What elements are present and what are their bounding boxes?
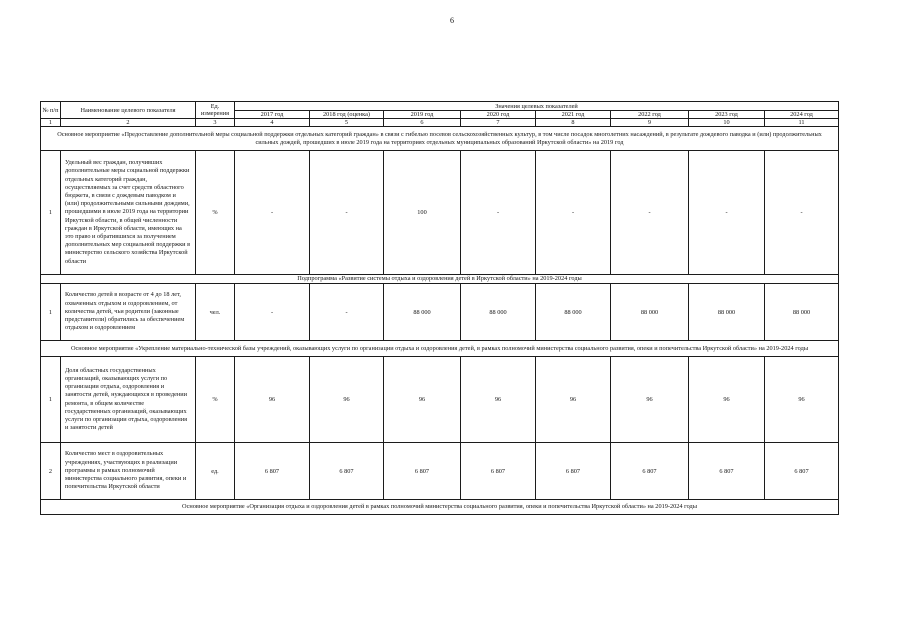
column-number: 7 — [461, 119, 536, 127]
indicator-value: 6 807 — [235, 443, 310, 500]
section-row — [41, 500, 839, 515]
header-year: 2020 год — [461, 111, 536, 119]
indicator-value: - — [765, 151, 839, 275]
indicator-value: 96 — [384, 357, 461, 443]
table-row — [41, 357, 839, 443]
header-year: 2018 год (оценка) — [310, 111, 384, 119]
indicator-value: 6 807 — [536, 443, 611, 500]
header-year: 2019 год — [384, 111, 461, 119]
indicator-value: 96 — [611, 357, 689, 443]
section-title: Основное мероприятие «Укрепление материально-технической базы учреждений, оказывающих услуги по организации отдыха и оздоровления детей, в рамках полномочий министерства социального развития, опеки и попечительства Иркутской области» на 2019-2024 годы — [41, 341, 839, 357]
header-unit: Ед. измерения — [196, 102, 235, 119]
indicator-value: 6 807 — [310, 443, 384, 500]
indicator-unit: % — [196, 151, 235, 275]
indicator-value: 88 000 — [765, 284, 839, 341]
indicator-value: 6 807 — [384, 443, 461, 500]
header-num: № п/п — [41, 102, 61, 119]
column-number: 9 — [611, 119, 689, 127]
row-number: 1 — [41, 284, 61, 341]
indicator-name: Удельный вес граждан, получивших дополнительные меры социальной поддержки отдельных категорий граждан, осуществляемых за счет средств областного бюджета, в связи с дождевым паводком и (или) продолжительными сильными дождями, прошедшими в июле 2019 года на территории Иркутской области, в общей численности граждан в Иркутской области, имеющих на это право и обратившихся за получением дополнительных мер социальной поддержки в министерство сельского хозяйства Иркутской области — [61, 151, 196, 275]
subprogram-title: Подпрограмма «Развитие системы отдыха и оздоровления детей в Иркутской области» на 2019-2024 годы — [41, 275, 839, 284]
row-number: 1 — [41, 151, 61, 275]
indicator-unit: % — [196, 357, 235, 443]
indicator-value: 88 000 — [611, 284, 689, 341]
indicator-value: 96 — [310, 357, 384, 443]
indicator-value: 96 — [536, 357, 611, 443]
table-row — [41, 443, 839, 500]
column-number: 5 — [310, 119, 384, 127]
indicator-value: 96 — [235, 357, 310, 443]
indicator-value: 88 000 — [461, 284, 536, 341]
target-indicators-table — [40, 101, 839, 515]
section-title: Основное мероприятие «Предоставление дополнительной меры социальной поддержки отдельных категорий граждан» в связи с гибелью посевов сельскохозяйственных культур, в том числе посадок многолетних насаждений, в результате дождевого паводка и (или) продолжительных сильных дождей, прошедших в июле 2019 года на территориях отдельных муниципальных образований Иркутской области» на 2019 год — [41, 127, 839, 151]
indicator-value: - — [689, 151, 765, 275]
indicator-name: Количество детей в возрасте от 4 до 18 лет, охваченных отдыхом и оздоровлением, от количества детей, чьи родители (законные представители) обратились за обеспечением отдыхом и оздоровлением — [61, 284, 196, 341]
indicator-value: - — [235, 151, 310, 275]
indicator-value: 100 — [384, 151, 461, 275]
column-number: 6 — [384, 119, 461, 127]
column-number: 2 — [61, 119, 196, 127]
row-number: 1 — [41, 357, 61, 443]
column-number: 3 — [196, 119, 235, 127]
column-number: 1 — [41, 119, 61, 127]
section-title: Основное мероприятие «Организация отдыха и оздоровления детей в рамках полномочий министерства социального развития, опеки и попечительства Иркутской области» на 2019-2024 годы — [41, 500, 839, 515]
header-year: 2022 год — [611, 111, 689, 119]
indicator-value: 88 000 — [536, 284, 611, 341]
subprogram-row — [41, 275, 839, 284]
page-number: 6 — [450, 16, 454, 25]
column-number: 4 — [235, 119, 310, 127]
indicator-unit: ед. — [196, 443, 235, 500]
indicator-value: 6 807 — [765, 443, 839, 500]
header-year: 2017 год — [235, 111, 310, 119]
column-numbers-row — [41, 119, 839, 127]
indicator-value: 6 807 — [689, 443, 765, 500]
section-row — [41, 127, 839, 151]
table-row — [41, 284, 839, 341]
indicator-value: 96 — [461, 357, 536, 443]
indicator-value: 6 807 — [611, 443, 689, 500]
column-number: 8 — [536, 119, 611, 127]
indicator-value: 88 000 — [689, 284, 765, 341]
indicator-value: 88 000 — [384, 284, 461, 341]
table-row — [41, 151, 839, 275]
header-year: 2021 год — [536, 111, 611, 119]
header-name: Наименование целевого показателя — [61, 102, 196, 119]
indicator-value: - — [536, 151, 611, 275]
section-row — [41, 341, 839, 357]
indicator-value: 96 — [689, 357, 765, 443]
header-values-title: Значения целевых показателей — [235, 102, 839, 111]
indicator-value: - — [235, 284, 310, 341]
indicator-unit: чел. — [196, 284, 235, 341]
header-row — [41, 102, 839, 111]
header-year: 2023 год — [689, 111, 765, 119]
indicator-name: Доля областных государственных организаций, оказывающих услуги по организации отдыха, оздоровления и занятости детей, нуждающихся в проведении ремонта, в общем количестве государственных организаций, оказывающих услуги по организации отдыха, оздоровления и занятости детей — [61, 357, 196, 443]
indicator-name: Количество мест в оздоровительных учреждениях, участвующих в реализации программы в рамках полномочий министерства социального развития, опеки и попечительства Иркутской области — [61, 443, 196, 500]
row-number: 2 — [41, 443, 61, 500]
column-number: 11 — [765, 119, 839, 127]
indicator-value: 96 — [765, 357, 839, 443]
indicator-value: - — [310, 284, 384, 341]
header-year: 2024 год — [765, 111, 839, 119]
indicator-value: 6 807 — [461, 443, 536, 500]
indicator-value: - — [611, 151, 689, 275]
indicator-value: - — [461, 151, 536, 275]
indicator-value: - — [310, 151, 384, 275]
column-number: 10 — [689, 119, 765, 127]
